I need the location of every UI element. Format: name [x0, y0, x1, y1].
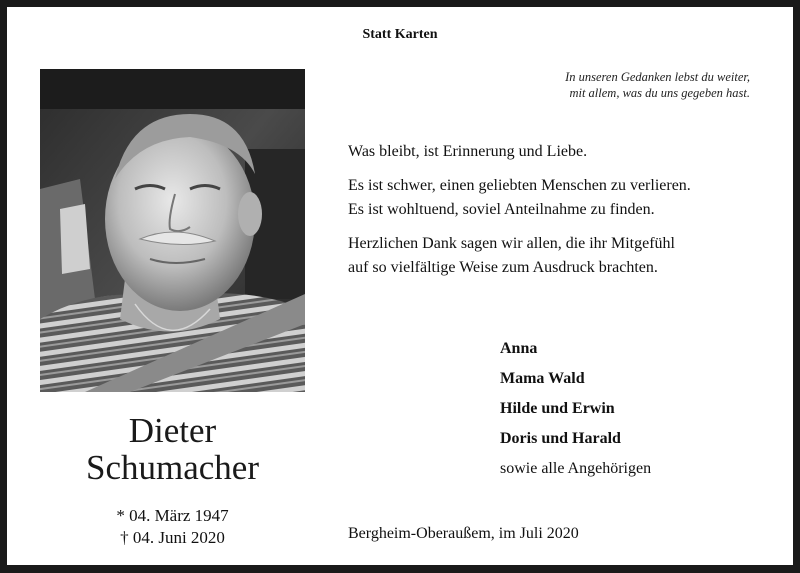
signers-closing: sowie alle Angehörigen — [500, 460, 652, 477]
message-line: Was bleibt, ist Erinnerung und Liebe. — [348, 143, 588, 160]
quote-line-1: In unseren Gedanken lebst du weiter, — [565, 70, 750, 84]
message-line: auf so vielfältige Weise zum Ausdruck brachten. — [348, 259, 658, 276]
place-and-date: Bergheim-Oberaußem, im Juli 2020 — [348, 525, 579, 542]
signer: Mama Wald — [500, 370, 585, 387]
last-name: Schumacher — [86, 448, 259, 487]
message-paragraph — [348, 174, 768, 222]
message-line: Es ist wohltuend, soviel Anteilnahme zu finden. — [348, 201, 655, 218]
quote-line-2: mit allem, was du uns gegeben hast. — [569, 86, 750, 100]
deceased-name — [40, 412, 305, 486]
portrait-photo — [40, 69, 305, 392]
message-paragraph — [348, 140, 768, 164]
message-paragraph — [348, 232, 768, 280]
first-name: Dieter — [128, 411, 217, 450]
header-title: Statt Karten — [362, 27, 438, 42]
life-dates — [40, 505, 305, 549]
death-date: † 04. Juni 2020 — [120, 528, 225, 547]
signer: Hilde und Erwin — [500, 400, 615, 417]
signer: Anna — [500, 340, 538, 357]
message-line: Es ist schwer, einen geliebten Menschen zu verlieren. — [348, 177, 691, 194]
signers-list — [500, 334, 651, 484]
thank-you-message — [348, 140, 768, 290]
portrait-image — [40, 69, 305, 392]
birth-date: * 04. März 1947 — [116, 506, 229, 525]
signer: Doris und Harald — [500, 430, 621, 447]
message-line: Herzlichen Dank sagen wir allen, die ihr Mitgefühl — [348, 235, 675, 252]
memorial-quote — [565, 69, 750, 101]
